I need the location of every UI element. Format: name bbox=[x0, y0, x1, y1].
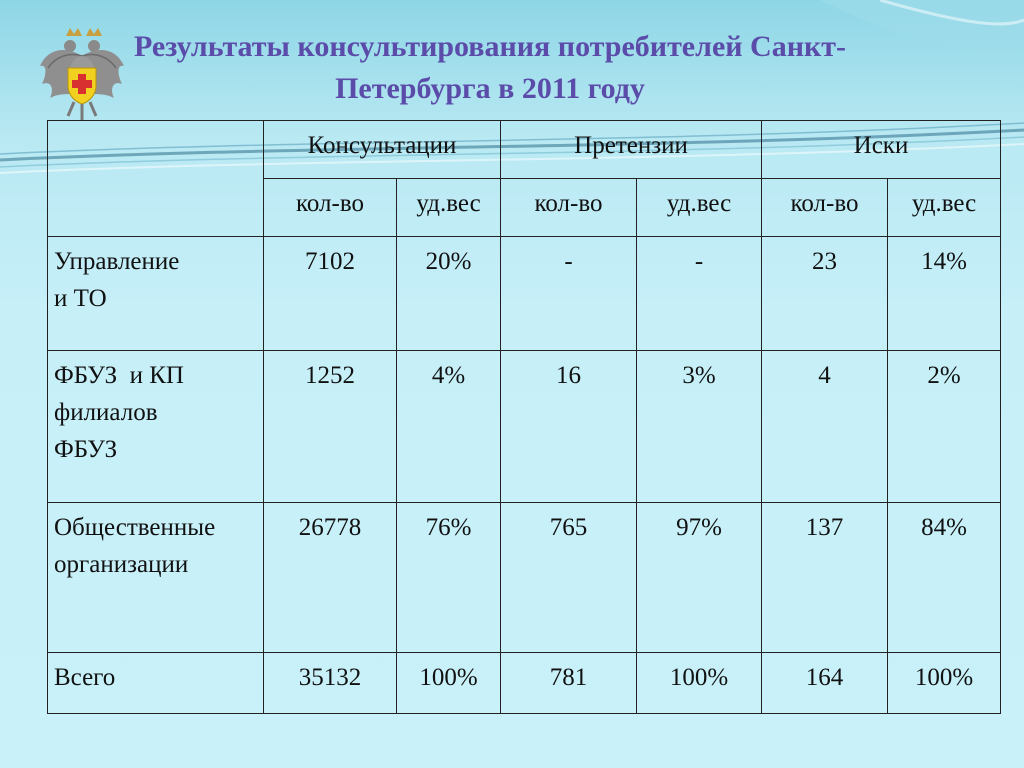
row-label-line: Общественные bbox=[54, 514, 216, 541]
page-title-line-2: Петербурга в 2011 году bbox=[335, 72, 645, 105]
subheader-cell: кол-во bbox=[264, 179, 397, 237]
table-cell: 35132 bbox=[264, 653, 397, 714]
page-title bbox=[130, 26, 850, 110]
row-label bbox=[48, 503, 264, 653]
group-header-claims: Претензии bbox=[501, 121, 762, 179]
subheader-cell: кол-во bbox=[501, 179, 637, 237]
group-header-consultations: Консультации bbox=[264, 121, 501, 179]
table-cell: 765 bbox=[501, 503, 637, 653]
table-cell: 16 bbox=[501, 351, 637, 503]
row-label-line: Управление bbox=[54, 248, 180, 275]
table-row bbox=[48, 351, 1001, 503]
row-label-line: и ТО bbox=[54, 285, 107, 312]
subheader-cell: уд.вес bbox=[888, 179, 1001, 237]
row-label-line: ФБУЗ bbox=[54, 436, 118, 463]
table-cell: 4% bbox=[397, 351, 501, 503]
table-cell: 3% bbox=[637, 351, 762, 503]
table-corner-cell bbox=[48, 121, 264, 237]
row-label-line: филиалов bbox=[54, 399, 158, 426]
table-cell: 4 bbox=[762, 351, 888, 503]
page-title-line-1: Результаты консультирования потребителей Санкт- bbox=[133, 30, 847, 63]
consultation-results-table bbox=[47, 120, 1001, 714]
table-cell: 100% bbox=[888, 653, 1001, 714]
table-row-total bbox=[48, 653, 1001, 714]
table-cell: 100% bbox=[637, 653, 762, 714]
table-cell: 100% bbox=[397, 653, 501, 714]
table-cell: 781 bbox=[501, 653, 637, 714]
table-group-header-row bbox=[48, 121, 1001, 179]
row-label-line: организации bbox=[54, 551, 189, 578]
table-cell: 26778 bbox=[264, 503, 397, 653]
subheader-cell: уд.вес bbox=[637, 179, 762, 237]
group-header-lawsuits: Иски bbox=[762, 121, 1001, 179]
table-cell: 7102 bbox=[264, 237, 397, 351]
table-cell: - bbox=[501, 237, 637, 351]
table-cell: 23 bbox=[762, 237, 888, 351]
subheader-cell: уд.вес bbox=[397, 179, 501, 237]
table-cell: 76% bbox=[397, 503, 501, 653]
row-label bbox=[48, 351, 264, 503]
row-label bbox=[48, 653, 264, 714]
table-cell: 2% bbox=[888, 351, 1001, 503]
table-cell: 14% bbox=[888, 237, 1001, 351]
subheader-cell: кол-во bbox=[762, 179, 888, 237]
table-row bbox=[48, 237, 1001, 351]
row-label bbox=[48, 237, 264, 351]
table-cell: 20% bbox=[397, 237, 501, 351]
row-label-line: Всего bbox=[54, 664, 116, 691]
table-cell: - bbox=[637, 237, 762, 351]
table-cell: 97% bbox=[637, 503, 762, 653]
table-cell: 1252 bbox=[264, 351, 397, 503]
table-cell: 164 bbox=[762, 653, 888, 714]
table-row bbox=[48, 503, 1001, 653]
row-label-line: ФБУЗ и КП bbox=[54, 362, 184, 389]
table-cell: 84% bbox=[888, 503, 1001, 653]
coat-of-arms-emblem bbox=[36, 26, 128, 126]
table-cell: 137 bbox=[762, 503, 888, 653]
